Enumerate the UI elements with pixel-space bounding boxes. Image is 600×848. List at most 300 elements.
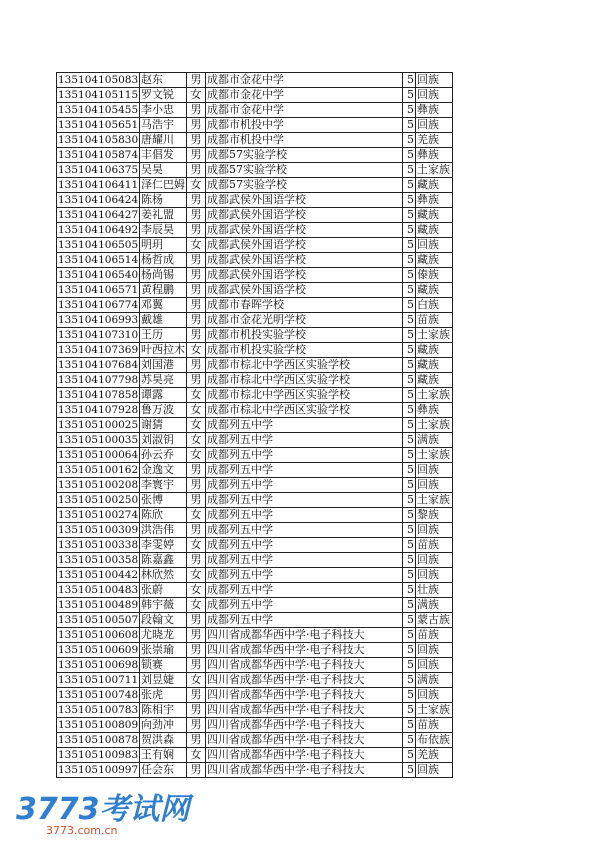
table-row xyxy=(57,403,453,418)
table-row xyxy=(57,718,453,733)
ethnicity-cell: 藏族 xyxy=(416,373,453,388)
school-cell: 成都57实验学校 xyxy=(206,148,403,163)
gender-cell: 男 xyxy=(187,163,206,178)
ethnicity-cell: 土家族 xyxy=(416,703,453,718)
table-row xyxy=(57,313,453,328)
gender-cell: 男 xyxy=(187,763,206,778)
student-name-cell: 林欣然 xyxy=(140,568,187,583)
student-id-cell: 135104106427 xyxy=(58,209,139,221)
student-name-cell: 王有娴 xyxy=(140,748,187,763)
student-id-cell: 135104107310 xyxy=(58,329,139,341)
table-row xyxy=(57,238,453,253)
school-cell: 成都列五中学 xyxy=(206,583,403,598)
ethnicity-cell: 傣族 xyxy=(416,268,453,283)
table-row xyxy=(57,688,453,703)
school-cell: 成都武侯外国语学校 xyxy=(206,268,403,283)
student-id-cell: 135105100809 xyxy=(58,719,139,731)
grade-cell: 5 xyxy=(403,703,416,718)
school-cell: 四川省成都华西中学·电子科技大 xyxy=(206,703,403,718)
ethnicity-cell: 土家族 xyxy=(416,388,453,403)
gender-cell: 男 xyxy=(187,718,206,733)
student-name-cell: 李寰宇 xyxy=(140,478,187,493)
ethnicity-cell: 壮族 xyxy=(416,583,453,598)
grade-cell: 5 xyxy=(403,493,416,508)
school-cell: 成都武侯外国语学校 xyxy=(206,193,403,208)
gender-cell: 男 xyxy=(187,658,206,673)
table-row xyxy=(57,433,453,448)
table-row xyxy=(57,538,453,553)
school-cell: 成都列五中学 xyxy=(206,478,403,493)
student-id-cell: 135105100748 xyxy=(58,689,139,701)
gender-cell: 男 xyxy=(187,358,206,373)
grade-cell: 5 xyxy=(403,343,416,358)
gender-cell: 男 xyxy=(187,208,206,223)
student-roster-table xyxy=(56,72,453,778)
gender-cell: 男 xyxy=(187,553,206,568)
grade-cell: 5 xyxy=(403,103,416,118)
school-cell: 成都列五中学 xyxy=(206,448,403,463)
ethnicity-cell: 土家族 xyxy=(416,448,453,463)
student-name-cell: 金逸文 xyxy=(140,463,187,478)
ethnicity-cell: 彝族 xyxy=(416,403,453,418)
gender-cell: 男 xyxy=(187,73,206,88)
student-id-cell: 135105100064 xyxy=(58,449,139,461)
grade-cell: 5 xyxy=(403,538,416,553)
student-name-cell: 任会东 xyxy=(140,763,187,778)
school-cell: 成都列五中学 xyxy=(206,538,403,553)
gender-cell: 女 xyxy=(187,238,206,253)
student-name-cell: 马浩宇 xyxy=(140,118,187,133)
ethnicity-cell: 回族 xyxy=(416,553,453,568)
ethnicity-cell: 彝族 xyxy=(416,193,453,208)
student-name-cell: 王历 xyxy=(140,328,187,343)
table-row xyxy=(57,658,453,673)
student-name-cell: 陈嘉鑫 xyxy=(140,553,187,568)
gender-cell: 女 xyxy=(187,388,206,403)
school-cell: 四川省成都华西中学·电子科技大 xyxy=(206,673,403,688)
table-row xyxy=(57,598,453,613)
ethnicity-cell: 回族 xyxy=(416,238,453,253)
student-name-cell: 李小忠 xyxy=(140,103,187,118)
school-cell: 四川省成都华西中学·电子科技大 xyxy=(206,688,403,703)
table-row xyxy=(57,133,453,148)
student-id-cell: 135104105083 xyxy=(58,74,139,86)
grade-cell: 5 xyxy=(403,118,416,133)
grade-cell: 5 xyxy=(403,268,416,283)
student-id-cell: 135104106375 xyxy=(58,164,139,176)
gender-cell: 男 xyxy=(187,283,206,298)
ethnicity-cell: 回族 xyxy=(416,643,453,658)
gender-cell: 男 xyxy=(187,703,206,718)
gender-cell: 女 xyxy=(187,178,206,193)
table-row xyxy=(57,88,453,103)
grade-cell: 5 xyxy=(403,553,416,568)
table-row xyxy=(57,193,453,208)
table-row xyxy=(57,163,453,178)
student-name-cell: 刘昱婕 xyxy=(140,673,187,688)
gender-cell: 男 xyxy=(187,613,206,628)
student-id-cell: 135104106514 xyxy=(58,254,139,266)
school-cell: 成都市金花中学 xyxy=(206,73,403,88)
school-cell: 四川省成都华西中学·电子科技大 xyxy=(206,658,403,673)
grade-cell: 5 xyxy=(403,148,416,163)
gender-cell: 男 xyxy=(187,463,206,478)
grade-cell: 5 xyxy=(403,463,416,478)
ethnicity-cell: 羌族 xyxy=(416,133,453,148)
student-id-cell: 135105100358 xyxy=(58,554,139,566)
ethnicity-cell: 回族 xyxy=(416,463,453,478)
student-id-cell: 135105100698 xyxy=(58,659,139,671)
grade-cell: 5 xyxy=(403,133,416,148)
table-row xyxy=(57,703,453,718)
student-id-cell: 135105100608 xyxy=(58,629,139,641)
grade-cell: 5 xyxy=(403,643,416,658)
school-cell: 成都列五中学 xyxy=(206,553,403,568)
gender-cell: 女 xyxy=(187,343,206,358)
grade-cell: 5 xyxy=(403,313,416,328)
table-row xyxy=(57,568,453,583)
grade-cell: 5 xyxy=(403,508,416,523)
table-row xyxy=(57,748,453,763)
roster-body xyxy=(57,73,453,778)
student-id-cell: 135105100162 xyxy=(58,464,139,476)
ethnicity-cell: 土家族 xyxy=(416,163,453,178)
grade-cell: 5 xyxy=(403,748,416,763)
gender-cell: 女 xyxy=(187,568,206,583)
student-name-cell: 刘淑钥 xyxy=(140,433,187,448)
grade-cell: 5 xyxy=(403,658,416,673)
table-row xyxy=(57,628,453,643)
grade-cell: 5 xyxy=(403,88,416,103)
gender-cell: 女 xyxy=(187,583,206,598)
grade-cell: 5 xyxy=(403,478,416,493)
table-row xyxy=(57,148,453,163)
grade-cell: 5 xyxy=(403,568,416,583)
student-name-cell: 鲁万波 xyxy=(140,403,187,418)
ethnicity-cell: 回族 xyxy=(416,568,453,583)
student-id-cell: 135105100783 xyxy=(58,704,139,716)
gender-cell: 男 xyxy=(187,133,206,148)
school-cell: 成都列五中学 xyxy=(206,568,403,583)
student-name-cell: 明玥 xyxy=(140,238,187,253)
student-id-cell: 135104107369 xyxy=(58,344,139,356)
ethnicity-cell: 苗族 xyxy=(416,313,453,328)
school-cell: 成都市机投中学 xyxy=(206,133,403,148)
school-cell: 四川省成都华西中学·电子科技大 xyxy=(206,718,403,733)
school-cell: 成都列五中学 xyxy=(206,418,403,433)
student-id-cell: 135104106411 xyxy=(58,179,139,191)
table-row xyxy=(57,583,453,598)
student-name-cell: 陈相宇 xyxy=(140,703,187,718)
student-name-cell: 泽仁巴姆 xyxy=(141,178,185,191)
gender-cell: 男 xyxy=(187,313,206,328)
gender-cell: 女 xyxy=(187,448,206,463)
ethnicity-cell: 藏族 xyxy=(416,223,453,238)
ethnicity-cell: 藏族 xyxy=(416,178,453,193)
table-row xyxy=(57,643,453,658)
gender-cell: 男 xyxy=(187,628,206,643)
student-id-cell: 135105100442 xyxy=(58,569,139,581)
grade-cell: 5 xyxy=(403,403,416,418)
school-cell: 成都列五中学 xyxy=(206,508,403,523)
ethnicity-cell: 满族 xyxy=(416,598,453,613)
student-id-cell: 135105100338 xyxy=(58,539,139,551)
ethnicity-cell: 藏族 xyxy=(416,283,453,298)
school-cell: 四川省成都华西中学·电子科技大 xyxy=(206,733,403,748)
gender-cell: 女 xyxy=(187,748,206,763)
school-cell: 成都列五中学 xyxy=(206,493,403,508)
table-row xyxy=(57,553,453,568)
student-id-cell: 135104105874 xyxy=(58,149,139,161)
gender-cell: 男 xyxy=(187,643,206,658)
ethnicity-cell: 土家族 xyxy=(416,493,453,508)
student-name-cell: 苏昊亮 xyxy=(140,373,187,388)
grade-cell: 5 xyxy=(403,448,416,463)
school-cell: 成都列五中学 xyxy=(206,433,403,448)
ethnicity-cell: 藏族 xyxy=(416,253,453,268)
student-id-cell: 135105100208 xyxy=(58,479,139,491)
student-id-cell: 135104106424 xyxy=(58,194,139,206)
ethnicity-cell: 布依族 xyxy=(416,733,453,748)
student-name-cell: 段翰文 xyxy=(140,613,187,628)
ethnicity-cell: 回族 xyxy=(416,523,453,538)
table-row xyxy=(57,223,453,238)
ethnicity-cell: 满族 xyxy=(416,433,453,448)
table-row xyxy=(57,358,453,373)
student-name-cell: 赵东 xyxy=(140,73,187,88)
student-id-cell: 135104107684 xyxy=(58,359,139,371)
ethnicity-cell: 回族 xyxy=(416,763,453,778)
student-name-cell: 陈欣 xyxy=(140,508,187,523)
student-id-cell: 135105100250 xyxy=(58,494,139,506)
student-name-cell: 叶西拉木 xyxy=(141,343,185,356)
grade-cell: 5 xyxy=(403,688,416,703)
student-id-cell: 135104105830 xyxy=(58,134,139,146)
ethnicity-cell: 回族 xyxy=(416,688,453,703)
student-name-cell: 黄程鹏 xyxy=(140,283,187,298)
grade-cell: 5 xyxy=(403,718,416,733)
table-row xyxy=(57,103,453,118)
ethnicity-cell: 回族 xyxy=(416,88,453,103)
school-cell: 成都市棕北中学西区实验学校 xyxy=(206,388,403,403)
gender-cell: 女 xyxy=(187,403,206,418)
ethnicity-cell: 苗族 xyxy=(416,538,453,553)
ethnicity-cell: 回族 xyxy=(416,658,453,673)
grade-cell: 5 xyxy=(403,163,416,178)
gender-cell: 男 xyxy=(187,688,206,703)
watermark-sub-text: 3773.com.cn xyxy=(46,824,118,837)
grade-cell: 5 xyxy=(403,673,416,688)
ethnicity-cell: 羌族 xyxy=(416,748,453,763)
school-cell: 成都列五中学 xyxy=(206,598,403,613)
student-id-cell: 135105100711 xyxy=(58,674,139,686)
student-name-cell: 刘国港 xyxy=(140,358,187,373)
student-id-cell: 135104106571 xyxy=(58,284,139,296)
ethnicity-cell: 土家族 xyxy=(416,328,453,343)
gender-cell: 男 xyxy=(187,373,206,388)
ethnicity-cell: 蒙古族 xyxy=(416,613,453,628)
grade-cell: 5 xyxy=(403,73,416,88)
grade-cell: 5 xyxy=(403,283,416,298)
student-id-cell: 135104107858 xyxy=(58,389,139,401)
student-name-cell: 吴昊 xyxy=(140,163,187,178)
gender-cell: 男 xyxy=(187,118,206,133)
student-id-cell: 135105100025 xyxy=(58,419,139,431)
student-id-cell: 135105100274 xyxy=(58,509,139,521)
student-name-cell: 锁赛 xyxy=(140,658,187,673)
student-id-cell: 135104105651 xyxy=(58,119,139,131)
student-id-cell: 135104106492 xyxy=(58,224,139,236)
student-name-cell: 贺洪森 xyxy=(140,733,187,748)
student-name-cell: 谭露 xyxy=(140,388,187,403)
gender-cell: 男 xyxy=(187,223,206,238)
student-name-cell: 孙云乔 xyxy=(140,448,187,463)
table-row xyxy=(57,298,453,313)
student-id-cell: 135105100035 xyxy=(58,434,139,446)
table-row xyxy=(57,268,453,283)
student-name-cell: 韩宇薇 xyxy=(140,598,187,613)
gender-cell: 男 xyxy=(187,148,206,163)
grade-cell: 5 xyxy=(403,328,416,343)
student-name-cell: 杨哲成 xyxy=(140,253,187,268)
table-row xyxy=(57,373,453,388)
gender-cell: 女 xyxy=(187,673,206,688)
student-id-cell: 135104106993 xyxy=(58,314,139,326)
school-cell: 成都市棕北中学西区实验学校 xyxy=(206,403,403,418)
ethnicity-cell: 藏族 xyxy=(416,343,453,358)
table-row xyxy=(57,508,453,523)
student-id-cell: 135104106540 xyxy=(58,269,139,281)
grade-cell: 5 xyxy=(403,763,416,778)
school-cell: 成都列五中学 xyxy=(206,463,403,478)
grade-cell: 5 xyxy=(403,178,416,193)
school-cell: 成都市机投实验学校 xyxy=(206,328,403,343)
school-cell: 成都市机投实验学校 xyxy=(206,343,403,358)
ethnicity-cell: 回族 xyxy=(416,118,453,133)
gender-cell: 男 xyxy=(187,328,206,343)
student-name-cell: 李辰昊 xyxy=(140,223,187,238)
table-row xyxy=(57,343,453,358)
student-id-cell: 135105100507 xyxy=(58,614,139,626)
student-id-cell: 135104106774 xyxy=(58,299,139,311)
student-name-cell: 戴雄 xyxy=(140,313,187,328)
student-name-cell: 洪浩伟 xyxy=(140,523,187,538)
grade-cell: 5 xyxy=(403,193,416,208)
table-row xyxy=(57,178,453,193)
gender-cell: 女 xyxy=(187,418,206,433)
ethnicity-cell: 回族 xyxy=(416,478,453,493)
table-row xyxy=(57,208,453,223)
school-cell: 四川省成都华西中学·电子科技大 xyxy=(206,628,403,643)
table-row xyxy=(57,733,453,748)
ethnicity-cell: 彝族 xyxy=(416,103,453,118)
student-id-cell: 135105100309 xyxy=(58,524,139,536)
gender-cell: 男 xyxy=(187,478,206,493)
student-id-cell: 135105100997 xyxy=(58,764,139,776)
gender-cell: 男 xyxy=(187,103,206,118)
student-id-cell: 135105100483 xyxy=(58,584,139,596)
gender-cell: 女 xyxy=(187,538,206,553)
gender-cell: 男 xyxy=(187,523,206,538)
school-cell: 成都市金花中学 xyxy=(206,103,403,118)
ethnicity-cell: 白族 xyxy=(416,298,453,313)
table-row xyxy=(57,463,453,478)
student-name-cell: 张蔚 xyxy=(140,583,187,598)
school-cell: 成都57实验学校 xyxy=(206,163,403,178)
table-row xyxy=(57,523,453,538)
ethnicity-cell: 彝族 xyxy=(416,148,453,163)
ethnicity-cell: 苗族 xyxy=(416,718,453,733)
grade-cell: 5 xyxy=(403,628,416,643)
school-cell: 成都市机投中学 xyxy=(206,118,403,133)
school-cell: 成都市棕北中学西区实验学校 xyxy=(206,358,403,373)
gender-cell: 男 xyxy=(187,193,206,208)
school-cell: 成都列五中学 xyxy=(206,613,403,628)
student-name-cell: 罗文锐 xyxy=(140,88,187,103)
school-cell: 成都武侯外国语学校 xyxy=(206,253,403,268)
ethnicity-cell: 回族 xyxy=(416,73,453,88)
table-row xyxy=(57,418,453,433)
student-name-cell: 李雯婷 xyxy=(140,538,187,553)
school-cell: 成都武侯外国语学校 xyxy=(206,208,403,223)
school-cell: 成都市金花光明学校 xyxy=(206,313,403,328)
watermark-main-text: 3773考试网 xyxy=(16,792,190,827)
school-cell: 成都57实验学校 xyxy=(206,178,403,193)
student-id-cell: 135104106505 xyxy=(58,239,139,251)
gender-cell: 女 xyxy=(187,88,206,103)
grade-cell: 5 xyxy=(403,523,416,538)
table-row xyxy=(57,493,453,508)
student-id-cell: 135104105455 xyxy=(58,104,139,116)
school-cell: 成都武侯外国语学校 xyxy=(206,223,403,238)
grade-cell: 5 xyxy=(403,598,416,613)
table-row xyxy=(57,673,453,688)
ethnicity-cell: 藏族 xyxy=(416,208,453,223)
school-cell: 四川省成都华西中学·电子科技大 xyxy=(206,643,403,658)
table-row xyxy=(57,253,453,268)
grade-cell: 5 xyxy=(403,433,416,448)
gender-cell: 男 xyxy=(187,253,206,268)
gender-cell: 男 xyxy=(187,733,206,748)
gender-cell: 男 xyxy=(187,268,206,283)
table-row xyxy=(57,328,453,343)
student-name-cell: 姜礼盟 xyxy=(140,208,187,223)
student-name-cell: 唐耀川 xyxy=(140,133,187,148)
student-name-cell: 陈杨 xyxy=(140,193,187,208)
grade-cell: 5 xyxy=(403,733,416,748)
student-name-cell: 丰倡发 xyxy=(140,148,187,163)
table-row xyxy=(57,478,453,493)
school-cell: 成都列五中学 xyxy=(206,523,403,538)
student-name-cell: 杨尚锡 xyxy=(140,268,187,283)
grade-cell: 5 xyxy=(403,583,416,598)
grade-cell: 5 xyxy=(403,238,416,253)
grade-cell: 5 xyxy=(403,388,416,403)
ethnicity-cell: 满族 xyxy=(416,673,453,688)
student-id-cell: 135104105115 xyxy=(58,89,139,101)
table-row xyxy=(57,763,453,778)
grade-cell: 5 xyxy=(403,373,416,388)
school-cell: 成都市春晖学校 xyxy=(206,298,403,313)
gender-cell: 男 xyxy=(187,298,206,313)
grade-cell: 5 xyxy=(403,613,416,628)
student-id-cell: 135105100489 xyxy=(58,599,139,611)
ethnicity-cell: 土家族 xyxy=(416,418,453,433)
gender-cell: 女 xyxy=(187,508,206,523)
gender-cell: 女 xyxy=(187,433,206,448)
school-cell: 四川省成都华西中学·电子科技大 xyxy=(206,763,403,778)
student-name-cell: 张崇瑜 xyxy=(140,643,187,658)
